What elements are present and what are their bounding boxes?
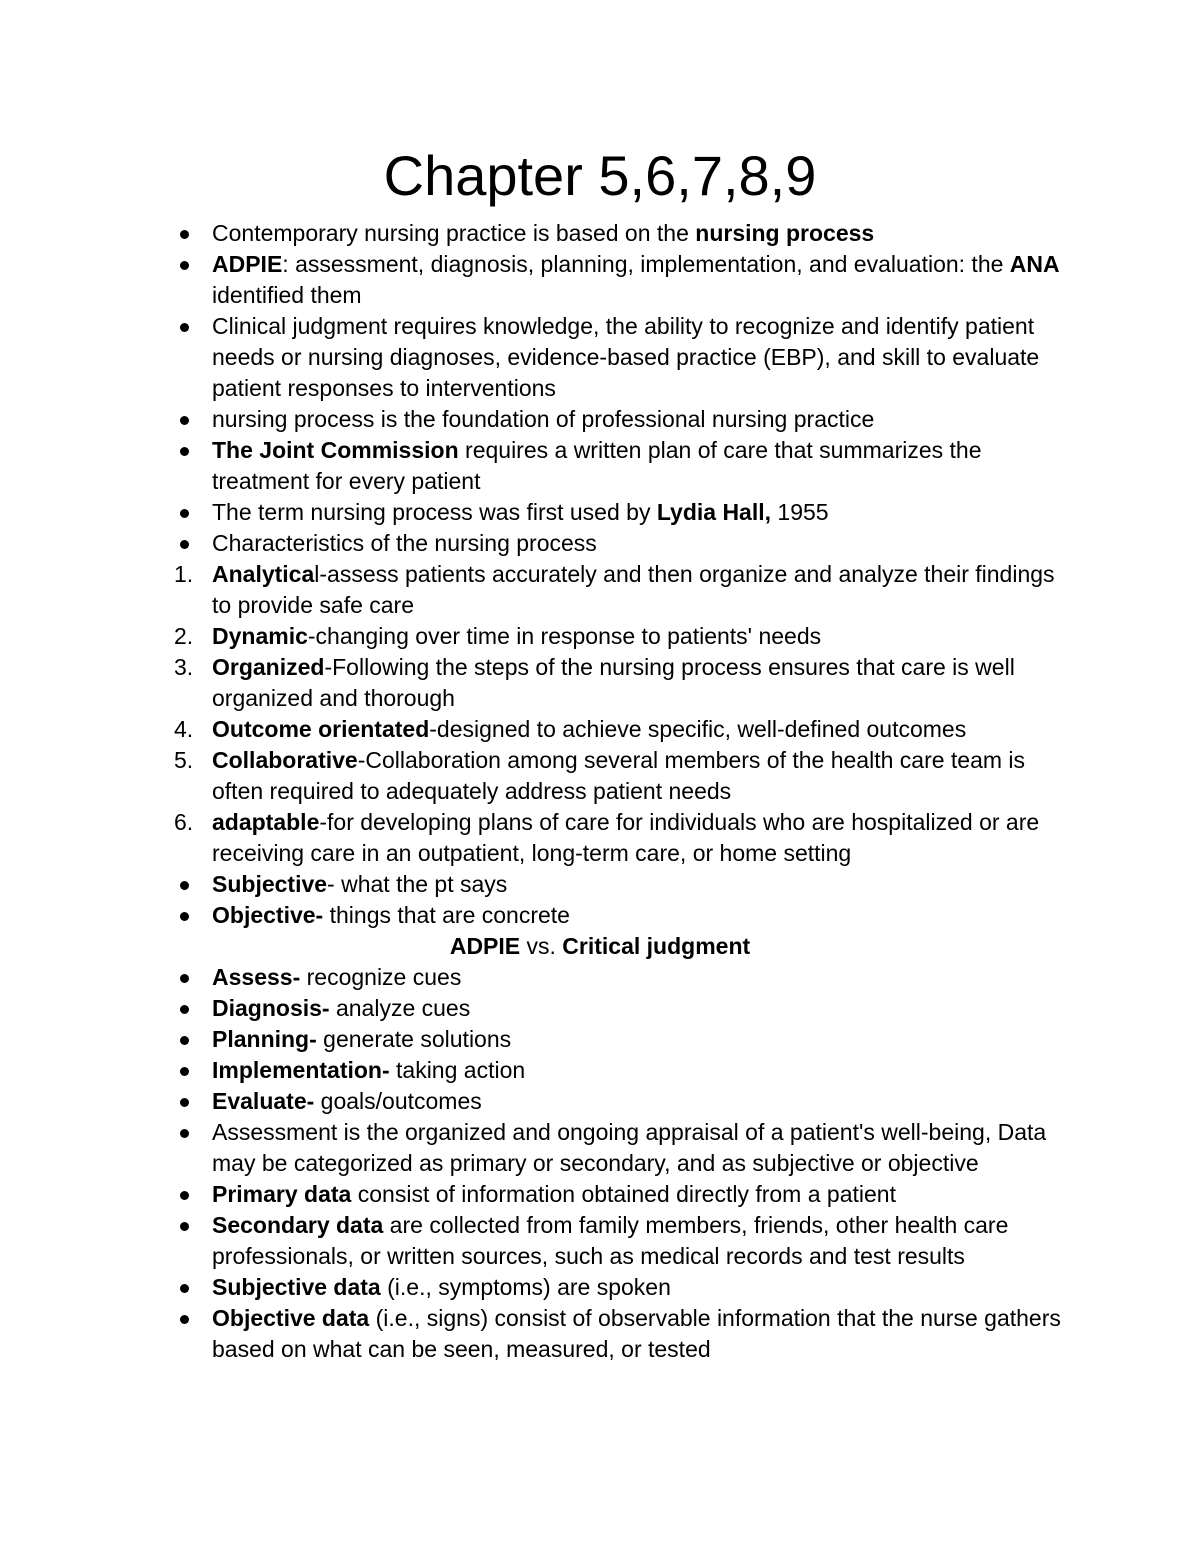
text-run: Assessment is the organized and ongoing appraisal of a patient's well-being, Data may be categorized as primary or secondary, and as subjective or objective bbox=[212, 1119, 1047, 1176]
bold-term: Critical judgment bbox=[562, 933, 751, 959]
bullet-dot-icon bbox=[174, 1272, 204, 1303]
bullet-dot-icon bbox=[174, 435, 204, 466]
bullet-item bbox=[0, 1210, 1072, 1272]
text-run: Characteristics of the nursing process bbox=[212, 530, 597, 556]
text-run: nursing process is the foundation of professional nursing practice bbox=[212, 406, 875, 432]
bullet-item bbox=[0, 311, 1072, 404]
text-run: - what the pt says bbox=[327, 871, 508, 897]
list-number: 5. bbox=[174, 747, 194, 773]
text-run: -Collaboration among several members of the health care team is often required to adequately address patient needs bbox=[212, 747, 1026, 804]
bullet-item bbox=[0, 1303, 1072, 1365]
text-run: things that are concrete bbox=[323, 902, 570, 928]
bullet-item bbox=[0, 1272, 1072, 1303]
bullet-dot-icon bbox=[174, 1210, 204, 1241]
numbered-item bbox=[0, 807, 1072, 869]
bullet-dot-icon bbox=[174, 993, 204, 1024]
bullet-item bbox=[0, 993, 1072, 1024]
bold-term: ADPIE bbox=[449, 933, 521, 959]
list-number: 2. bbox=[174, 623, 194, 649]
text-run: The term nursing process was first used by bbox=[212, 499, 657, 525]
bullet-dot-icon bbox=[174, 962, 204, 993]
text-run: identified them bbox=[212, 282, 362, 308]
bold-term: Outcome orientated bbox=[212, 716, 430, 742]
bold-term: ANA bbox=[1009, 251, 1060, 277]
text-run: taking action bbox=[389, 1057, 526, 1083]
text-run: Clinical judgment requires knowledge, the ability to recognize and identify patient needs or nursing diagnoses, evidence-based practice (EBP), and skill to evaluate patient responses to interventions bbox=[212, 313, 1040, 401]
section-heading bbox=[0, 931, 1200, 962]
text-run: analyze cues bbox=[329, 995, 471, 1021]
bullet-dot-icon bbox=[174, 900, 204, 931]
bullet-item bbox=[0, 1179, 1072, 1210]
bullet-item bbox=[0, 1055, 1072, 1086]
text-run: -for developing plans of care for individuals who are hospitalized or are receiving care in an outpatient, long-term care, or home setting bbox=[212, 809, 1040, 866]
text-run: generate solutions bbox=[316, 1026, 512, 1052]
notes-list bbox=[0, 218, 1200, 1365]
bullet-dot-icon bbox=[174, 528, 204, 559]
bold-term: nursing process bbox=[695, 220, 875, 246]
bold-term: Evaluate- bbox=[212, 1088, 315, 1114]
numbered-item bbox=[0, 621, 1072, 652]
bullet-dot-icon bbox=[174, 249, 204, 280]
bold-term: Implementation- bbox=[212, 1057, 390, 1083]
bold-term: The Joint Commission bbox=[212, 437, 459, 463]
bullet-dot-icon bbox=[174, 1117, 204, 1148]
bold-term: Collaborative bbox=[212, 747, 358, 773]
text-run: l-assess patients accurately and then organize and analyze their findings to provide safe care bbox=[212, 561, 1055, 618]
bullet-item bbox=[0, 900, 1072, 931]
bullet-dot-icon bbox=[174, 311, 204, 342]
bullet-item bbox=[0, 1117, 1072, 1179]
text-run: (i.e., symptoms) are spoken bbox=[380, 1274, 671, 1300]
bullet-dot-icon bbox=[174, 1086, 204, 1117]
bold-term: ADPIE bbox=[212, 251, 283, 277]
text-run: vs. bbox=[520, 933, 563, 959]
text-run: -changing over time in response to patients' needs bbox=[307, 623, 822, 649]
bold-term: Subjective bbox=[212, 871, 328, 897]
bold-term: Analytica bbox=[212, 561, 315, 587]
text-run: consist of information obtained directly from a patient bbox=[351, 1181, 896, 1207]
text-run: are collected from family members, friends, other health care professionals, or written sources, such as medical records and test results bbox=[212, 1212, 1009, 1269]
bullet-item bbox=[0, 435, 1072, 497]
text-run: (i.e., signs) consist of observable information that the nurse gathers based on what can be seen, measured, or tested bbox=[212, 1305, 1061, 1362]
bullet-item bbox=[0, 869, 1072, 900]
bullet-dot-icon bbox=[174, 1179, 204, 1210]
text-run: Contemporary nursing practice is based on the bbox=[212, 220, 696, 246]
text-run: recognize cues bbox=[300, 964, 462, 990]
bullet-item bbox=[0, 497, 1072, 528]
bold-term: adaptable bbox=[212, 809, 320, 835]
bold-term: Dynamic bbox=[212, 623, 308, 649]
list-number: 3. bbox=[174, 654, 194, 680]
bullet-dot-icon bbox=[174, 1055, 204, 1086]
bold-term: Organized bbox=[212, 654, 325, 680]
bullet-item bbox=[0, 218, 1072, 249]
text-run: goals/outcomes bbox=[314, 1088, 482, 1114]
bullet-item bbox=[0, 249, 1072, 311]
bold-term: Planning- bbox=[212, 1026, 317, 1052]
bold-term: Secondary data bbox=[212, 1212, 384, 1238]
bullet-dot-icon bbox=[174, 404, 204, 435]
numbered-item bbox=[0, 559, 1072, 621]
bullet-item bbox=[0, 404, 1072, 435]
bullet-dot-icon bbox=[174, 218, 204, 249]
bold-term: Subjective data bbox=[212, 1274, 381, 1300]
page-title: Chapter 5,6,7,8,9 bbox=[383, 144, 817, 207]
list-number: 6. bbox=[174, 809, 194, 835]
text-run: 1955 bbox=[771, 499, 829, 525]
bullet-dot-icon bbox=[174, 497, 204, 528]
bullet-dot-icon bbox=[174, 869, 204, 900]
bold-term: Objective- bbox=[212, 902, 324, 928]
bold-term: Diagnosis- bbox=[212, 995, 330, 1021]
bold-term: Lydia Hall, bbox=[656, 499, 772, 525]
bullet-item bbox=[0, 962, 1072, 993]
text-run: -designed to achieve specific, well-defined outcomes bbox=[429, 716, 967, 742]
list-number: 1. bbox=[174, 561, 194, 587]
numbered-item bbox=[0, 714, 1072, 745]
numbered-item bbox=[0, 745, 1072, 807]
bold-term: Primary data bbox=[212, 1181, 352, 1207]
bullet-item bbox=[0, 528, 1072, 559]
text-run: -Following the steps of the nursing process ensures that care is well organized and thorough bbox=[212, 654, 1015, 711]
bullet-dot-icon bbox=[174, 1024, 204, 1055]
bullet-dot-icon bbox=[174, 1303, 204, 1334]
bold-term: Objective data bbox=[212, 1305, 370, 1331]
text-run: : assessment, diagnosis, planning, implementation, and evaluation: the bbox=[282, 251, 1010, 277]
list-number: 4. bbox=[174, 716, 194, 742]
bold-term: Assess- bbox=[212, 964, 301, 990]
numbered-item bbox=[0, 652, 1072, 714]
bullet-item bbox=[0, 1086, 1072, 1117]
text-run: requires a written plan of care that summarizes the treatment for every patient bbox=[212, 437, 982, 494]
bullet-item bbox=[0, 1024, 1072, 1055]
